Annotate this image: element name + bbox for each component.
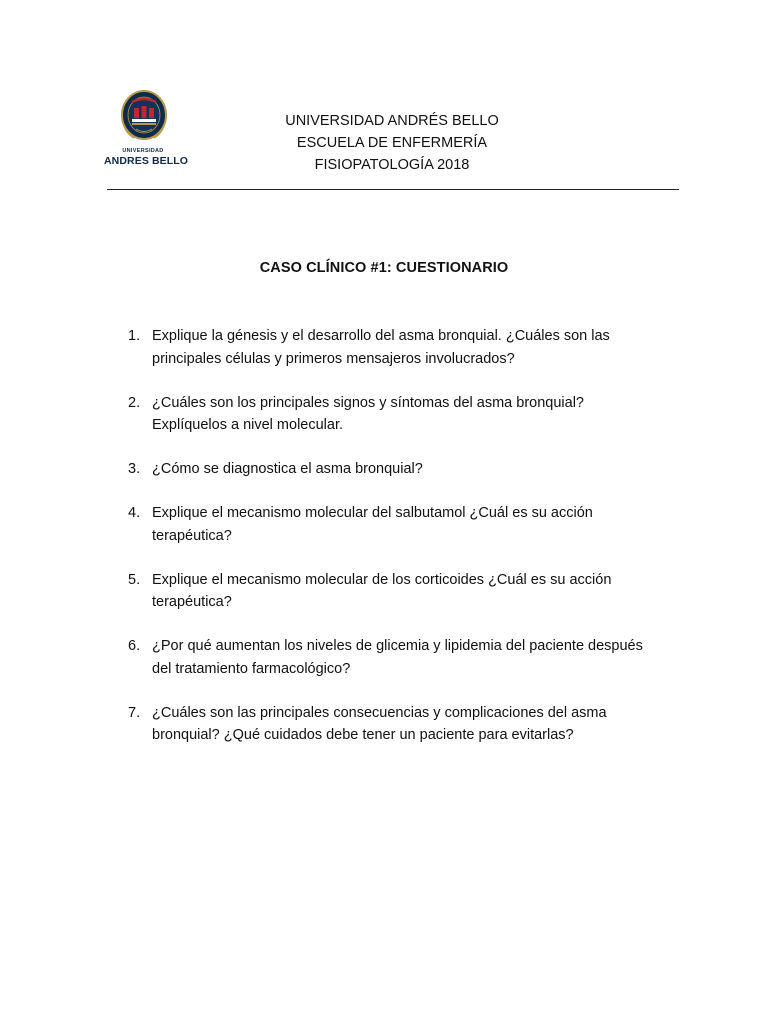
logo-text-universidad: UNIVERSIDAD — [122, 148, 164, 154]
question-text-line: terapéutica? — [152, 594, 232, 610]
header-university: UNIVERSIDAD ANDRÉS BELLO — [285, 113, 499, 129]
question-number: 6. — [128, 638, 141, 654]
logo-text-andres-bello: ANDRES BELLO — [104, 155, 189, 167]
question-text-line: Explíquelos a nivel molecular. — [152, 417, 344, 433]
question-text-line: terapéutica? — [152, 527, 232, 544]
question-item — [128, 635, 673, 680]
question-number: 2. — [128, 394, 141, 411]
question-number: 4. — [128, 505, 141, 521]
document-title: CASO CLÍNICO #1: CUESTIONARIO — [259, 260, 509, 276]
question-text-line: ¿Por qué aumentan los niveles de glicemia y lipidemia del paciente después — [152, 638, 643, 654]
question-text-line: ¿Cuáles son las principales consecuencias y complicaciones del asma — [152, 704, 607, 721]
question-item — [128, 392, 673, 437]
question-number: 5. — [128, 571, 141, 588]
university-logo — [104, 88, 189, 170]
question-text-line: Explique el mecanismo molecular de los corticoides ¿Cuál es su acción — [152, 571, 612, 588]
question-number: 3. — [128, 461, 141, 477]
header-school: ESCUELA DE ENFERMERÍA — [296, 135, 488, 151]
question-text-line: Explique la génesis y el desarrollo del asma bronquial. ¿Cuáles son las — [152, 328, 610, 344]
question-number: 1. — [128, 328, 141, 344]
question-item — [128, 569, 673, 614]
question-item — [128, 702, 673, 747]
question-text-line: del tratamiento farmacológico? — [152, 660, 351, 677]
question-item — [128, 502, 673, 547]
question-text-line: Explique el mecanismo molecular del salbutamol ¿Cuál es su acción — [152, 505, 593, 521]
question-text-line: ¿Cuáles son los principales signos y síntomas del asma bronquial? — [152, 394, 584, 411]
document-header — [230, 110, 554, 176]
question-text-line: ¿Cómo se diagnostica el asma bronquial? — [152, 461, 423, 477]
question-number: 7. — [128, 704, 141, 721]
question-item — [128, 458, 673, 481]
header-divider — [107, 189, 679, 190]
header-course: FISIOPATOLOGÍA 2018 — [314, 157, 470, 173]
crest-icon — [104, 88, 182, 148]
question-list — [128, 325, 673, 768]
question-text-line: bronquial? ¿Qué cuidados debe tener un paciente para evitarlas? — [152, 727, 574, 743]
question-text-line: principales células y primeros mensajeros involucrados? — [152, 350, 515, 367]
question-item — [128, 325, 673, 370]
